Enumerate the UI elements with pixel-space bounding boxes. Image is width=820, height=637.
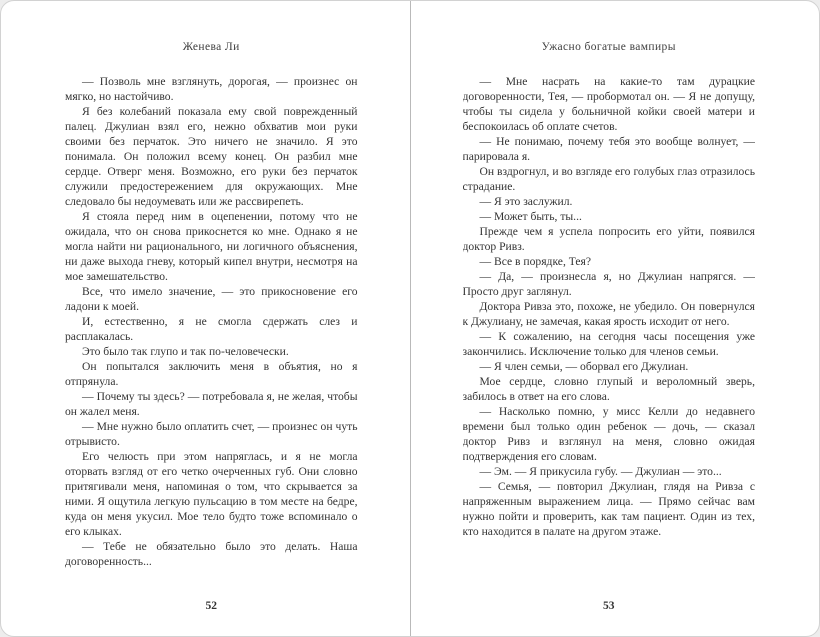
page-right (411, 1, 820, 636)
page-text-right (463, 74, 756, 594)
paragraph: Его челюсть при этом напряглась, и я не могла оторвать взгляд от его четко очерченных губ. Они словно притягивали меня, напоминая о том, что скрывается за ними. Я ощутила легкую пульсацию в том месте на бедре, куда он меня укусил. Мое тело будто тоже вспоминало о его клыках. (65, 450, 358, 538)
paragraph: Я без колебаний показала ему свой поврежденный палец. Джулиан взял его, нежно обхватив мои руки своими без перчаток. Это ничего не значило. Я это понимала. Он положил всему конец. Он разбил мне сердце. Отверг меня. Возможно, его руки без перчаток служили предостережением для окружающих. Мне следовало бы недоумевать или же рассвирепеть. (65, 105, 358, 208)
paragraph: — Может быть, ты... (479, 210, 582, 223)
paragraph: Доктора Ривза это, похоже, не убедило. Он повернулся к Джулиану, не замечая, какая ярость исходит от него. (462, 300, 755, 328)
page-left (1, 1, 410, 636)
paragraph: — Да, — произнесла я, но Джулиан напрягся. — Просто друг заглянул. (462, 270, 755, 298)
paragraph: — Позволь мне взглянуть, дорогая, — произнес он мягко, но настойчиво. (65, 75, 358, 103)
paragraph: Это было так глупо и так по-человечески. (82, 345, 289, 358)
running-header-title: Ужасно богатые вампиры (541, 41, 676, 53)
paragraph: — Все в порядке, Тея? (479, 255, 592, 268)
paragraph: Прежде чем я успела попросить его уйти, появился доктор Ривз. (462, 225, 755, 253)
page-text-left (65, 74, 358, 594)
page-number-left: 52 (205, 600, 217, 612)
paragraph: — Тебе не обязательно было это делать. Наша договоренность... (65, 540, 358, 568)
paragraph: Он вздрогнул, и во взгляде его голубых глаз отразилось страдание. (462, 165, 755, 193)
paragraph: Он попытался заключить меня в объятия, но я отпрянула. (65, 360, 358, 388)
paragraph: Мое сердце, словно глупый и вероломный зверь, забилось в ответ на его слова. (462, 375, 755, 403)
paragraph: — Я член семьи, — оборвал его Джулиан. (479, 360, 689, 373)
paragraph: — Я это заслужил. (479, 195, 573, 208)
paragraph: — Эм. — Я прикусила губу. — Джулиан — это... (479, 465, 722, 478)
paragraph: — Мне насрать на какие-то там дурацкие договоренности, Тея, — пробормотал он. — Я не допущу, чтобы ты сидела у больничной койки своей матери и беспокоилась об оплате счетов. (462, 75, 755, 133)
paragraph: — Мне нужно было оплатить счет, — произнес он чуть отрывисто. (65, 420, 358, 448)
paragraph: Все, что имело значение, — это прикосновение его ладони к моей. (65, 285, 358, 313)
paragraph: И, естественно, я не смогла сдержать слез и расплакалась. (65, 315, 358, 343)
paragraph: Я стояла перед ним в оцепенении, потому что не ожидала, что он снова прикоснется ко мне. Однако я не могла найти ни рационального, ни логичного объяснения, ни даже выхода гневу, который кипел внутри, несмотря на мое замешательство. (65, 210, 358, 283)
paragraph: — К сожалению, на сегодня часы посещения уже закончились. Исключение только для членов семьи. (462, 330, 755, 358)
paragraph: — Почему ты здесь? — потребовала я, не желая, чтобы он жалел меня. (65, 390, 358, 418)
page-number-right: 53 (603, 600, 615, 612)
paragraph: — Не понимаю, почему тебя это вообще волнует, — парировала я. (462, 135, 755, 163)
paragraph: — Насколько помню, у мисс Келли до недавнего времени был только один ребенок — дочь, — сказал доктор Ривз и взглянул на меня, словно ожидая подтверждения его словам. (462, 405, 755, 463)
paragraph: — Семья, — повторил Джулиан, глядя на Ривза с напряженным выражением лица. — Прямо сейчас вам нужно пойти и проверить, как там пациент. Один из тех, кто находится в палате на другом этаже. (462, 480, 755, 538)
running-header-author: Женева Ли (182, 41, 240, 53)
